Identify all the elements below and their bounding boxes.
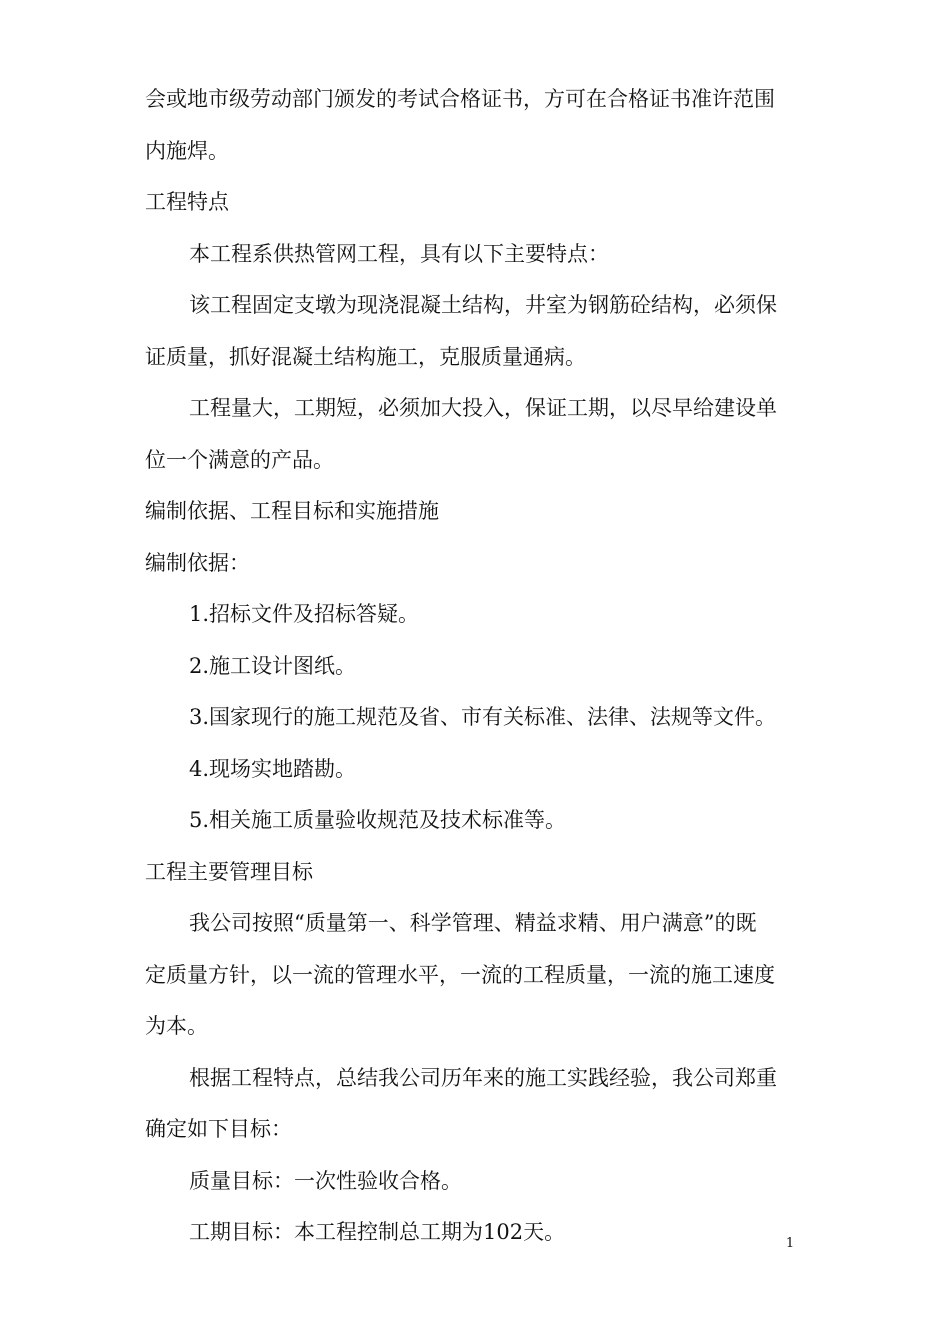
list-item: 4.现场实地踏勘。 xyxy=(189,756,357,781)
text-line: 内施焊。 xyxy=(145,138,229,163)
text-line: 定质量方针，以一流的管理水平，一流的工程质量，一流的施工速度 xyxy=(145,962,775,987)
subsection-heading: 编制依据： xyxy=(145,550,250,575)
text-line: 质量目标：一次性验收合格。 xyxy=(189,1168,462,1193)
text-line: 工程量大，工期短，必须加大投入，保证工期，以尽早给建设单 xyxy=(189,396,777,420)
text-line: 根据工程特点，总结我公司历年来的施工实践经验，我公司郑重 xyxy=(189,1065,777,1090)
text-line: 会或地市级劳动部门颁发的考试合格证书，方可在合格证书准许范围 xyxy=(145,87,775,111)
text-line: 确定如下目标： xyxy=(145,1117,292,1141)
text-line: 为本。 xyxy=(145,1014,208,1038)
list-item: 3.国家现行的施工规范及省、市有关标准、法律、法规等文件。 xyxy=(189,705,777,729)
section-heading: 编制依据、工程目标和实施措施 xyxy=(145,499,439,523)
section-heading: 工程特点 xyxy=(145,190,229,214)
text-line: 该工程固定支墩为现浇混凝土结构，井室为钢筋砼结构，必须保 xyxy=(189,293,777,317)
section-heading: 工程主要管理目标 xyxy=(145,859,313,884)
page-number: 1 xyxy=(785,1236,795,1251)
document-body xyxy=(145,74,825,1259)
list-item: 2.施工设计图纸。 xyxy=(189,653,357,678)
text-line: 证质量，抓好混凝土结构施工，克服质量通病。 xyxy=(145,344,586,369)
list-item: 1.招标文件及招标答疑。 xyxy=(189,602,420,626)
list-item: 5.相关施工质量验收规范及技术标准等。 xyxy=(189,808,567,832)
text-line: 位一个满意的产品。 xyxy=(145,447,334,472)
text-line: 我公司按照“质量第一、科学管理、精益求精、用户满意”的既 xyxy=(189,911,757,935)
text-line: 工期目标：本工程控制总工期为102天。 xyxy=(189,1220,566,1244)
text-line: 本工程系供热管网工程，具有以下主要特点： xyxy=(189,241,609,266)
